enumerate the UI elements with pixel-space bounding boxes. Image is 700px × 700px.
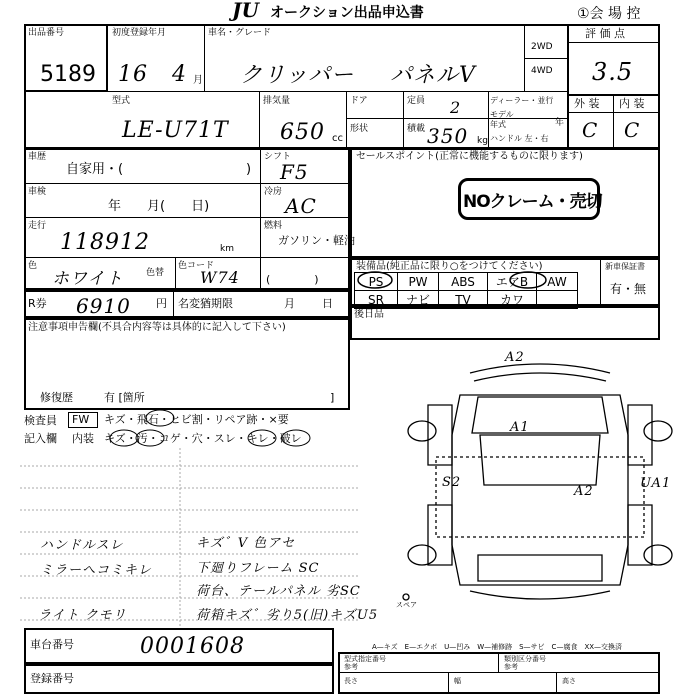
equipment-header: 装備品(純正品に限り○をつけてください): [356, 261, 543, 272]
note-2: ミラーへコミキレ: [40, 563, 152, 578]
note-right-1: キズ゛V 色アセ: [196, 536, 296, 551]
warranty-value[interactable]: 有・無: [610, 282, 647, 296]
load-value: 350: [427, 124, 469, 148]
model-year-label: モデル 年式: [490, 110, 514, 129]
model-label: 型式: [112, 96, 131, 106]
interior-grade: C: [624, 118, 641, 142]
repair-label: 修復歴: [40, 391, 73, 404]
after-day-label: 後日品: [354, 309, 384, 320]
damage-line-2: キズ・汚・コゲ・穴・スレ・キレ・破レ: [104, 432, 302, 445]
height-label: 高さ: [562, 677, 576, 685]
mileage-value: 118912: [60, 230, 150, 255]
month-unit: 月: [284, 297, 295, 310]
equip-navi[interactable]: ナビ: [398, 291, 439, 309]
shift-label: シフト: [264, 152, 292, 162]
note-right-4: 荷箱キズ゛劣り5(旧)キズU5: [196, 608, 379, 623]
inspection-label: 車検: [28, 187, 47, 197]
year-unit: 年: [555, 118, 565, 128]
diagram-mark-side: UA1: [640, 476, 672, 491]
kind-value: 自家用・(: [66, 162, 124, 177]
equipment-circles: [350, 266, 570, 290]
name-change-label: 名変猶期限: [178, 297, 233, 310]
first-reg-label: 初度登録年月: [112, 28, 167, 38]
aircon-label: 冷房: [264, 187, 283, 197]
displacement-label: 排気量: [263, 96, 291, 106]
handle-label: ハンドル 左・右: [490, 134, 549, 143]
interior-label: 内 装: [619, 97, 645, 110]
notes-header: 注意事項申告欄(不具合内容等は具体的に記入して下さい): [28, 322, 286, 333]
interior-line-label: 内装: [72, 432, 94, 445]
kg-unit: kg: [477, 136, 488, 146]
width-label: 幅: [454, 677, 461, 685]
color-code-label: 色コード: [178, 261, 215, 271]
diagram-mark-left: S2: [442, 475, 462, 490]
drive-2wd[interactable]: 2WD: [531, 42, 553, 52]
warranty-label: 新車保証書: [605, 262, 645, 271]
note-1: ハンドルスレ: [40, 538, 124, 553]
repair-close: ]: [330, 391, 335, 404]
platform-label: 車台番号: [30, 638, 74, 651]
brand-logo: JU: [232, 0, 259, 22]
class-no-label: 類別区分番号 参考: [504, 655, 546, 671]
color-code-value: W74: [200, 268, 240, 287]
shift-value: F5: [280, 160, 309, 184]
cc-unit: cc: [332, 133, 343, 144]
listing-no-label: 出品番号: [28, 28, 65, 38]
diagram-mark-front: A2: [505, 350, 525, 365]
rating-label: 評 価 点: [585, 27, 625, 40]
color-value: ホワイト: [52, 269, 124, 289]
note-right-2: 下廻りフレーム SC: [196, 561, 320, 576]
reg-label: 登録番号: [30, 672, 74, 685]
fuel-value: ガソリン・軽油: [278, 234, 355, 247]
equip-ps[interactable]: PS: [355, 273, 398, 291]
after-day-block: [350, 306, 660, 340]
sales-point-value: NOクレーム・売切: [463, 192, 602, 212]
fuel-paren: ( ): [266, 273, 319, 286]
yen-unit: 円: [156, 297, 167, 310]
recorder-label: 記入欄: [24, 432, 57, 445]
equip-pw[interactable]: PW: [398, 273, 439, 291]
car-name-value: クリッパー: [240, 63, 355, 88]
equip-sr[interactable]: SR: [355, 291, 398, 309]
inspection-ymd: 年 月( 日): [108, 199, 210, 214]
diagram-mark-right: A2: [574, 484, 594, 499]
platform-value: 0001608: [140, 634, 245, 659]
exterior-grade: C: [582, 118, 599, 142]
form-title: オークション出品申込書: [270, 5, 424, 21]
rating-value: 3.5: [592, 58, 634, 86]
equip-leather[interactable]: カワ: [488, 291, 537, 309]
damage-line-1: キズ・飛石・ヒビ割・リペア跡・×要: [104, 413, 289, 426]
mileage-label: 走行: [28, 221, 47, 231]
venue-copy-label: ①会 場 控: [577, 6, 641, 22]
recycle-value: 6910: [76, 294, 131, 318]
day-unit: 日: [322, 297, 333, 310]
note-right-3: 荷台、テールパネル 劣SC: [196, 584, 361, 599]
listing-no-value: 5189: [40, 62, 96, 87]
diagram-mark-hood: A1: [510, 420, 530, 435]
checker-label: 検査員: [24, 414, 57, 427]
recycle-label: R券: [28, 297, 47, 310]
kind-label: 車歴: [28, 152, 47, 162]
equip-tv[interactable]: TV: [439, 291, 488, 309]
repair-value: 有 [箇所: [104, 391, 145, 404]
aircon-value: AC: [285, 194, 317, 218]
equip-aw[interactable]: AW: [537, 273, 578, 291]
exterior-label: 外 装: [574, 97, 600, 110]
load-label: 積載: [407, 124, 426, 134]
first-reg-month: 4: [172, 62, 187, 87]
car-name-label: 車名・グレード: [208, 28, 272, 38]
damage-line-circles: [100, 408, 360, 452]
equip-airbag[interactable]: エアB: [488, 273, 537, 291]
dealer-label: ディーラー・並行: [490, 96, 554, 105]
grade-value: パネルV: [390, 63, 476, 88]
damage-legend: A—キズ E—エクボ U—凹み W—補修跡 S—サビ C—腐食 XX—交換済: [372, 643, 623, 651]
sales-header: セールスポイント(正常に機能するものに限ります): [356, 151, 583, 162]
model-value: LE-U71T: [122, 118, 229, 143]
equip-abs[interactable]: ABS: [439, 273, 488, 291]
doors-label: ドア: [350, 96, 368, 106]
shape-label: 形状: [350, 124, 369, 134]
color-label: 色: [28, 261, 38, 271]
fuel-label: 燃料: [264, 221, 283, 231]
km-unit: km: [220, 244, 234, 254]
first-reg-year: 16: [118, 62, 148, 87]
note-3: ライト クモリ: [38, 608, 127, 623]
color-no-label: 色替: [146, 268, 165, 278]
displacement-value: 650: [280, 120, 325, 145]
form-designation-label: 型式指定番号 参考: [344, 655, 386, 671]
spec-block: [338, 652, 660, 694]
capacity-label: 定員: [407, 96, 426, 106]
fw-label: FW: [72, 413, 90, 426]
length-label: 長さ: [344, 677, 358, 685]
kind-close: ): [246, 162, 252, 177]
drive-4wd[interactable]: 4WD: [531, 66, 553, 76]
capacity-value: 2: [450, 98, 462, 117]
spare-label: スペア: [396, 601, 417, 609]
first-reg-unit: 月: [193, 75, 203, 86]
